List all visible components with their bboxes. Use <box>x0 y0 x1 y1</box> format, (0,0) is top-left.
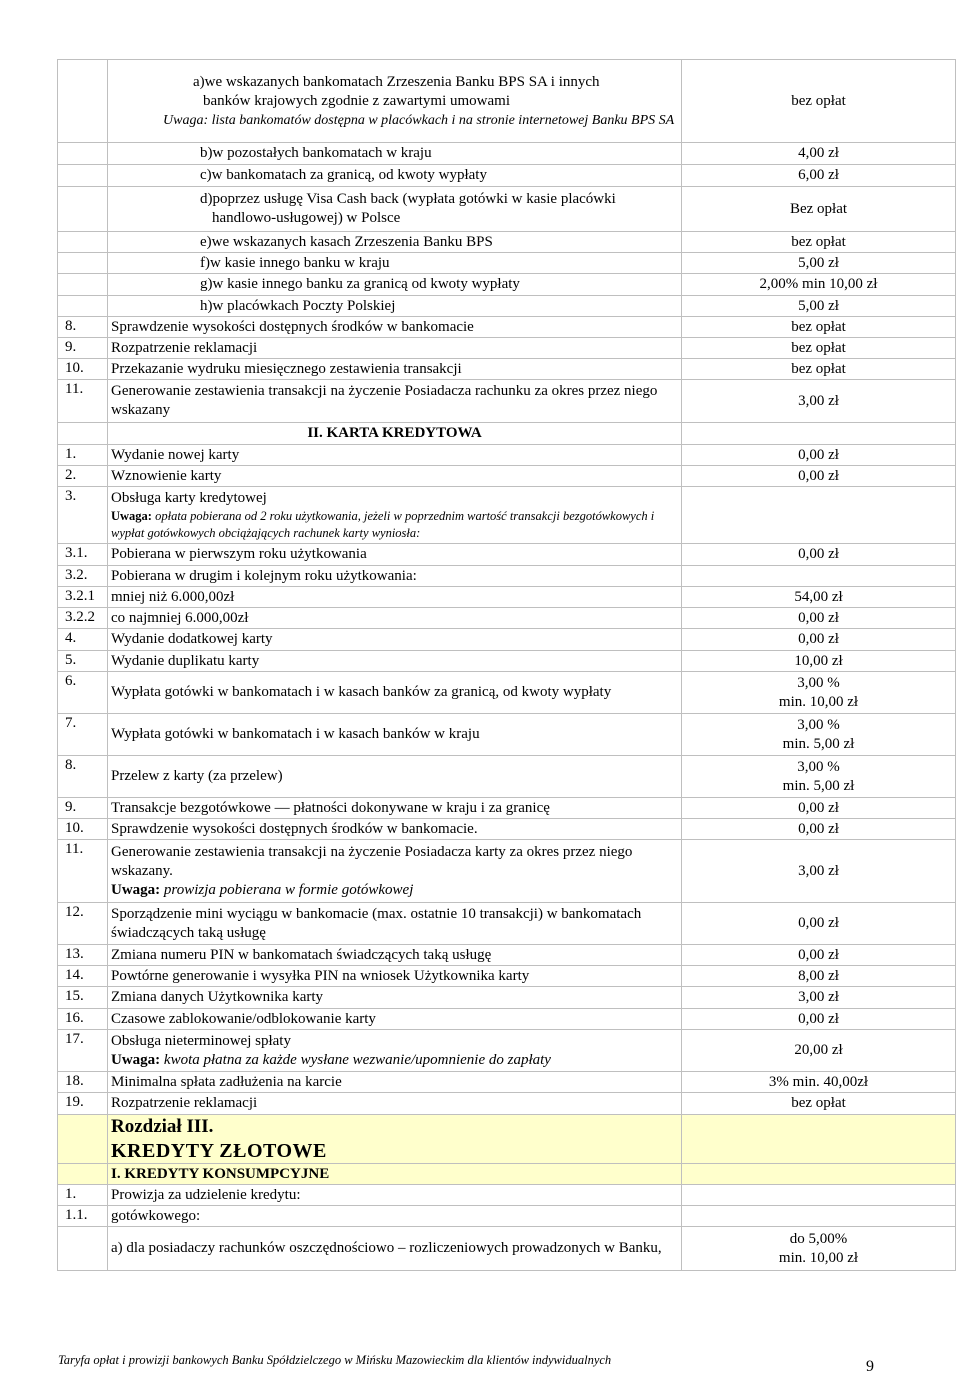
row-value: 3,00 % <box>797 716 840 733</box>
row-value: 20,00 zł <box>682 1030 956 1072</box>
row-value: bez opłat <box>682 232 956 253</box>
table-row <box>58 544 956 566</box>
table-row <box>58 487 956 544</box>
row-text: f)w kasie innego banku w kraju <box>108 253 682 274</box>
table-row <box>58 445 956 466</box>
row-value: 3,00 % <box>797 674 840 691</box>
row-number: 17. <box>58 1030 108 1072</box>
row-text: banków krajowych zgodnie z zawartymi umowami <box>203 92 510 109</box>
row-value-min: min. 5,00 zł <box>782 777 855 794</box>
table-row <box>58 380 956 423</box>
chapter-header-row <box>58 1115 956 1164</box>
table-row <box>58 317 956 338</box>
row-number: 3.2. <box>58 566 108 587</box>
row-text: Wydanie nowej karty <box>108 445 682 466</box>
row-number: 12. <box>58 903 108 945</box>
row-value: 3,00 zł <box>682 840 956 903</box>
row-text: mniej niż 6.000,00zł <box>108 587 682 608</box>
row-note: Uwaga: lista bankomatów dostępna w placówkach i na stronie internetowej Banku BPS SA <box>163 112 675 128</box>
row-text: Przelew z karty (za przelew) <box>108 756 682 798</box>
row-value: 0,00 zł <box>682 1009 956 1030</box>
row-text: Pobierana w drugim i kolejnym roku użytkowania: <box>108 566 682 587</box>
row-number: 7. <box>58 714 108 756</box>
row-text: a)we wskazanych bankomatach Zrzeszenia Banku BPS SA i innych <box>193 73 600 90</box>
row-number: 10. <box>58 819 108 840</box>
row-value: 8,00 zł <box>682 966 956 987</box>
row-value: Bez opłat <box>682 187 956 232</box>
row-value: 5,00 zł <box>682 296 956 317</box>
row-text: Sprawdzenie wysokości dostępnych środków w bankomacie. <box>108 819 682 840</box>
row-number: 15. <box>58 987 108 1009</box>
row-value-min: min. 5,00 zł <box>782 735 855 752</box>
subsection-title: I. KREDYTY KONSUMPCYJNE <box>108 1164 682 1185</box>
row-text: Wypłata gotówki w bankomatach i w kasach banków w kraju <box>108 714 682 756</box>
table-row <box>58 819 956 840</box>
row-number: 1.1. <box>58 1206 108 1227</box>
table-row <box>58 629 956 651</box>
table-row <box>58 798 956 819</box>
row-text: Rozpatrzenie reklamacji <box>108 338 682 359</box>
row-number: 2. <box>58 466 108 487</box>
note-label: Uwaga: <box>111 1051 161 1068</box>
row-text: e)we wskazanych kasach Zrzeszenia Banku BPS <box>108 232 682 253</box>
row-value: 0,00 zł <box>682 608 956 629</box>
fee-table <box>57 59 956 1271</box>
table-row <box>58 1072 956 1093</box>
note-label: Uwaga: <box>111 508 152 523</box>
row-number: 18. <box>58 1072 108 1093</box>
row-number: 11. <box>58 840 108 903</box>
row-number: 3.1. <box>58 544 108 566</box>
table-row <box>58 1009 956 1030</box>
row-value: 10,00 zł <box>682 651 956 672</box>
row-text: Zmiana danych Użytkownika karty <box>108 987 682 1009</box>
row-number: 5. <box>58 651 108 672</box>
row-value: bez opłat <box>682 338 956 359</box>
row-value: bez opłat <box>682 317 956 338</box>
table-row <box>58 1185 956 1206</box>
table-row <box>58 253 956 274</box>
table-row <box>58 587 956 608</box>
row-text: Powtórne generowanie i wysyłka PIN na wniosek Użytkownika karty <box>108 966 682 987</box>
section-header-row <box>58 423 956 445</box>
row-value: 3,00 % <box>797 758 840 775</box>
table-row <box>58 714 956 756</box>
row-value: 0,00 zł <box>682 445 956 466</box>
row-text: co najmniej 6.000,00zł <box>108 608 682 629</box>
row-text: b)w pozostałych bankomatach w kraju <box>108 143 682 165</box>
row-number: 19. <box>58 1093 108 1115</box>
table-row <box>58 274 956 296</box>
table-row <box>58 1206 956 1227</box>
table-row <box>58 608 956 629</box>
row-number: 10. <box>58 359 108 380</box>
table-row <box>58 466 956 487</box>
row-number: 1. <box>58 445 108 466</box>
row-number: 9. <box>58 798 108 819</box>
row-text: Sprawdzenie wysokości dostępnych środków w bankomacie <box>108 317 682 338</box>
row-number: 16. <box>58 1009 108 1030</box>
page-number: 9 <box>866 1358 874 1375</box>
row-number: 9. <box>58 338 108 359</box>
row-text: Wznowienie karty <box>108 466 682 487</box>
row-number: 3.2.2 <box>58 608 108 629</box>
table-row <box>58 651 956 672</box>
row-text: Minimalna spłata zadłużenia na karcie <box>108 1072 682 1093</box>
row-number: 3.2.1 <box>58 587 108 608</box>
row-value: 5,00 zł <box>682 253 956 274</box>
table-row <box>58 232 956 253</box>
row-text: Wydanie dodatkowej karty <box>108 629 682 651</box>
row-number: 3. <box>58 487 108 544</box>
row-text: Generowanie zestawienia transakcji na życzenie Posiadacza karty za okres przez niego wskazany. <box>111 843 633 879</box>
table-row <box>58 296 956 317</box>
row-number: 8. <box>58 756 108 798</box>
row-text: gotówkowego: <box>108 1206 682 1227</box>
row-value: do 5,00% <box>789 1230 848 1247</box>
row-note: opłata pobierana od 2 roku użytkowania, jeżeli w poprzednim wartość transakcji bezgotówkowych i wypłat gotówkowych obciążających rachunek karty wyniosła: <box>111 508 655 540</box>
row-value: 0,00 zł <box>682 798 956 819</box>
row-value-min: min. 10,00 zł <box>778 1249 859 1266</box>
table-row <box>58 1227 956 1271</box>
row-note: prowizja pobierana w formie gotówkowej <box>163 881 414 898</box>
table-row <box>58 945 956 966</box>
row-value: 6,00 zł <box>682 165 956 187</box>
row-value: 3,00 zł <box>682 380 956 423</box>
row-text: Obsługa nieterminowej spłaty <box>111 1032 291 1049</box>
row-text: handlowo-usługowej) w Polsce <box>212 210 401 226</box>
row-text: Generowanie zestawienia transakcji na życzenie Posiadacza rachunku za okres przez niego wskazany <box>108 380 682 423</box>
row-text: Pobierana w pierwszym roku użytkowania <box>108 544 682 566</box>
row-value: bez opłat <box>682 60 956 143</box>
row-note: kwota płatna za każde wysłane wezwanie/upomnienie do zapłaty <box>163 1051 551 1068</box>
row-number: 13. <box>58 945 108 966</box>
row-value: 3,00 zł <box>682 987 956 1009</box>
row-text: a) dla posiadaczy rachunków oszczędnościowo – rozliczeniowych prowadzonych w Banku, <box>108 1227 682 1271</box>
row-value: 0,00 zł <box>682 629 956 651</box>
row-text: Sporządzenie mini wyciągu w bankomacie (max. ostatnie 10 transakcji) w bankomatach świadczących taką usługę <box>108 903 682 945</box>
row-number: 1. <box>58 1185 108 1206</box>
row-value: 2,00% min 10,00 zł <box>682 274 956 296</box>
row-value: bez opłat <box>682 359 956 380</box>
row-text: Czasowe zablokowanie/odblokowanie karty <box>108 1009 682 1030</box>
row-value: 0,00 zł <box>682 903 956 945</box>
table-row <box>58 1030 956 1072</box>
row-text: Transakcje bezgotówkowe — płatności dokonywane w kraju i za granicę <box>108 798 682 819</box>
row-text: Wydanie duplikatu karty <box>108 651 682 672</box>
row-text: Zmiana numeru PIN w bankomatach świadczących taką usługę <box>108 945 682 966</box>
row-text: d)poprzez usługę Visa Cash back (wypłata gotówki w kasie placówki <box>200 191 616 207</box>
table-row <box>58 903 956 945</box>
row-text: Przekazanie wydruku miesięcznego zestawienia transakcji <box>108 359 682 380</box>
row-number: 14. <box>58 966 108 987</box>
table-row <box>58 60 956 143</box>
table-row <box>58 672 956 714</box>
table-row <box>58 1093 956 1115</box>
row-text: Rozpatrzenie reklamacji <box>108 1093 682 1115</box>
section-title: II. KARTA KREDYTOWA <box>108 423 682 445</box>
row-text: h)w placówkach Poczty Polskiej <box>108 296 682 317</box>
table-row <box>58 338 956 359</box>
row-value: 3% min. 40,00zł <box>682 1072 956 1093</box>
row-number: 11. <box>58 380 108 423</box>
row-value: 0,00 zł <box>682 819 956 840</box>
row-number: 6. <box>58 672 108 714</box>
row-value: 54,00 zł <box>682 587 956 608</box>
row-text: Prowizja za udzielenie kredytu: <box>108 1185 682 1206</box>
table-row <box>58 359 956 380</box>
row-value-min: min. 10,00 zł <box>778 693 859 710</box>
chapter-number: Rozdział III. <box>111 1116 214 1137</box>
subsection-header-row <box>58 1164 956 1185</box>
row-number: 8. <box>58 317 108 338</box>
row-value: 4,00 zł <box>682 143 956 165</box>
table-row <box>58 187 956 232</box>
table-row <box>58 143 956 165</box>
row-number: 4. <box>58 629 108 651</box>
table-row <box>58 987 956 1009</box>
table-row <box>58 566 956 587</box>
chapter-title: KREDYTY ZŁOTOWE <box>111 1140 327 1162</box>
table-row <box>58 165 956 187</box>
row-value: bez opłat <box>682 1093 956 1115</box>
row-value: 0,00 zł <box>682 466 956 487</box>
row-text: c)w bankomatach za granicą, od kwoty wypłaty <box>108 165 682 187</box>
table-row <box>58 840 956 903</box>
row-text: Obsługa karty kredytowej <box>111 489 267 506</box>
note-label: Uwaga: <box>111 881 161 898</box>
page-footer: Taryfa opłat i prowizji bankowych Banku Spółdzielczego w Mińsku Mazowieckim dla klientów indywidualnych <box>58 1353 612 1367</box>
row-text: g)w kasie innego banku za granicą od kwoty wypłaty <box>108 274 682 296</box>
table-row <box>58 966 956 987</box>
row-value: 0,00 zł <box>682 544 956 566</box>
table-row <box>58 756 956 798</box>
row-text: Wypłata gotówki w bankomatach i w kasach banków za granicą, od kwoty wypłaty <box>108 672 682 714</box>
row-value: 0,00 zł <box>682 945 956 966</box>
